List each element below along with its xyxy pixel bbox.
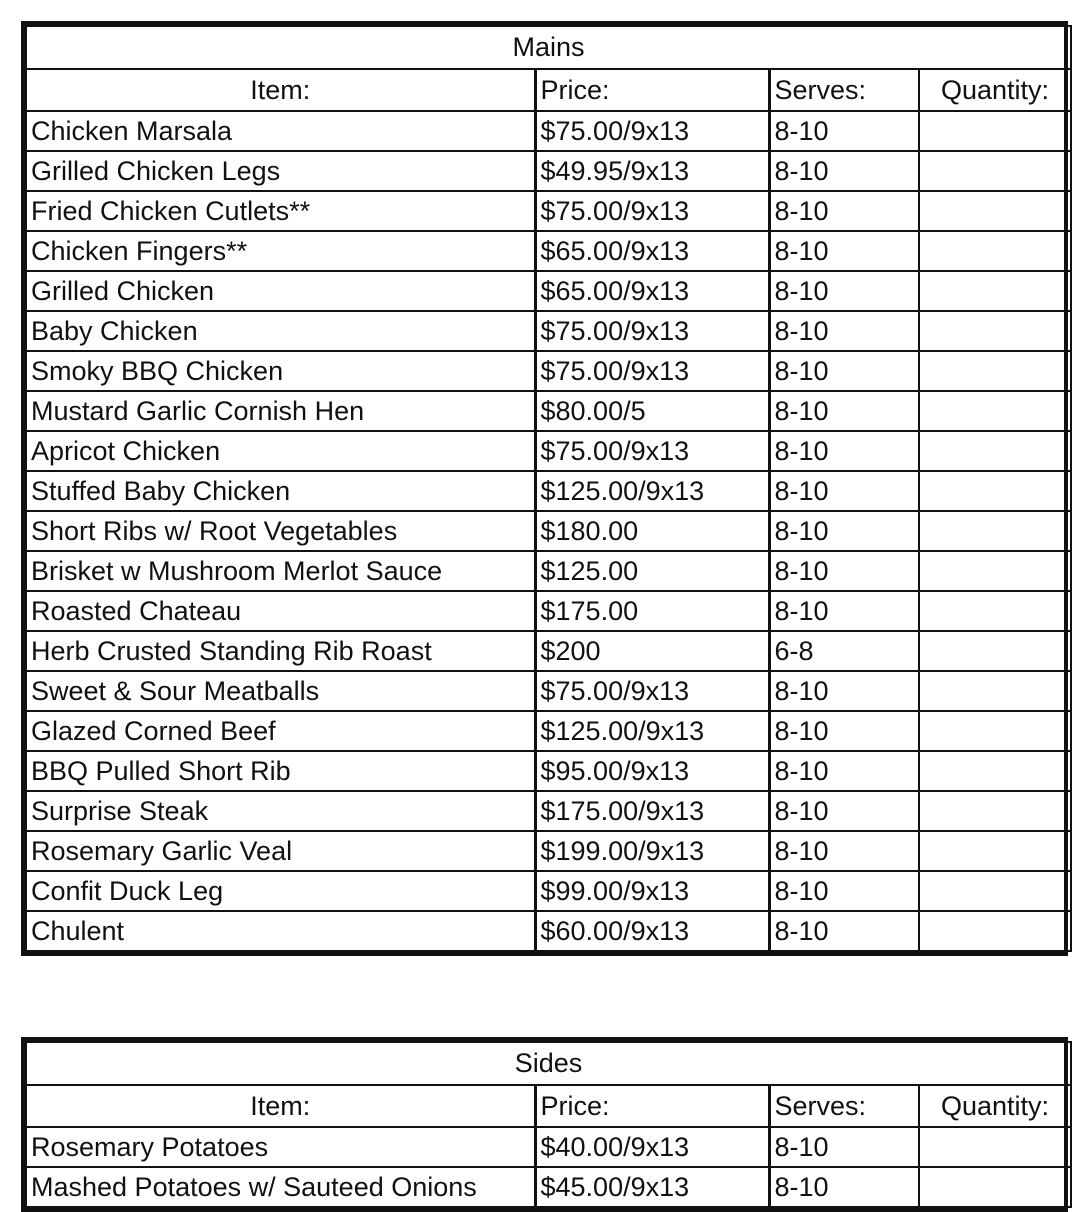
- serves-cell: 8-10: [769, 831, 919, 871]
- header-price: Price:: [535, 1085, 769, 1127]
- item-cell: Rosemary Garlic Veal: [26, 831, 535, 871]
- section-title: Mains: [26, 26, 1071, 69]
- item-cell: Chulent: [26, 911, 535, 951]
- quantity-cell[interactable]: [919, 311, 1071, 351]
- table-row: [26, 471, 1071, 511]
- price-cell: $75.00/9x13: [535, 671, 769, 711]
- table-row: [26, 511, 1071, 551]
- quantity-cell[interactable]: [919, 511, 1071, 551]
- serves-cell: 8-10: [769, 1167, 919, 1207]
- quantity-cell[interactable]: [919, 431, 1071, 471]
- serves-cell: 8-10: [769, 231, 919, 271]
- price-cell: $99.00/9x13: [535, 871, 769, 911]
- header-item: Item:: [26, 1085, 535, 1127]
- quantity-cell[interactable]: [919, 911, 1071, 951]
- item-cell: Grilled Chicken Legs: [26, 151, 535, 191]
- item-cell: Baby Chicken: [26, 311, 535, 351]
- price-cell: $180.00: [535, 511, 769, 551]
- price-cell: $75.00/9x13: [535, 191, 769, 231]
- serves-cell: 8-10: [769, 111, 919, 151]
- serves-cell: 8-10: [769, 911, 919, 951]
- table-row: [26, 751, 1071, 791]
- price-cell: $175.00: [535, 591, 769, 631]
- quantity-cell[interactable]: [919, 271, 1071, 311]
- price-cell: $40.00/9x13: [535, 1127, 769, 1167]
- price-cell: $75.00/9x13: [535, 351, 769, 391]
- table-row: [26, 791, 1071, 831]
- quantity-cell[interactable]: [919, 231, 1071, 271]
- price-cell: $75.00/9x13: [535, 431, 769, 471]
- table-row: [26, 311, 1071, 351]
- mains-header-row: [26, 69, 1071, 111]
- serves-cell: 8-10: [769, 351, 919, 391]
- quantity-cell[interactable]: [919, 471, 1071, 511]
- quantity-cell[interactable]: [919, 791, 1071, 831]
- quantity-cell[interactable]: [919, 151, 1071, 191]
- header-serves: Serves:: [769, 69, 919, 111]
- item-cell: Surprise Steak: [26, 791, 535, 831]
- serves-cell: 8-10: [769, 311, 919, 351]
- sides-title-row: [26, 1042, 1071, 1085]
- table-row: [26, 151, 1071, 191]
- table-row: [26, 911, 1071, 951]
- serves-cell: 8-10: [769, 471, 919, 511]
- price-cell: $80.00/5: [535, 391, 769, 431]
- item-cell: Rosemary Potatoes: [26, 1127, 535, 1167]
- table-row: [26, 711, 1071, 751]
- item-cell: Chicken Marsala: [26, 111, 535, 151]
- table-row: [26, 551, 1071, 591]
- price-cell: $49.95/9x13: [535, 151, 769, 191]
- price-cell: $75.00/9x13: [535, 311, 769, 351]
- serves-cell: 8-10: [769, 551, 919, 591]
- header-serves: Serves:: [769, 1085, 919, 1127]
- table-row: [26, 591, 1071, 631]
- table-row: [26, 191, 1071, 231]
- quantity-cell[interactable]: [919, 831, 1071, 871]
- table-row: [26, 391, 1071, 431]
- price-cell: $199.00/9x13: [535, 831, 769, 871]
- mains-title-row: [26, 26, 1071, 69]
- quantity-cell[interactable]: [919, 191, 1071, 231]
- header-quantity: Quantity:: [919, 69, 1071, 111]
- item-cell: Sweet & Sour Meatballs: [26, 671, 535, 711]
- quantity-cell[interactable]: [919, 671, 1071, 711]
- serves-cell: 8-10: [769, 391, 919, 431]
- table-row: [26, 831, 1071, 871]
- serves-cell: 8-10: [769, 871, 919, 911]
- item-cell: Chicken Fingers**: [26, 231, 535, 271]
- serves-cell: 8-10: [769, 1127, 919, 1167]
- serves-cell: 8-10: [769, 191, 919, 231]
- quantity-cell[interactable]: [919, 391, 1071, 431]
- table-row: [26, 631, 1071, 671]
- table-row: [26, 431, 1071, 471]
- item-cell: Herb Crusted Standing Rib Roast: [26, 631, 535, 671]
- price-cell: $65.00/9x13: [535, 271, 769, 311]
- price-cell: $175.00/9x13: [535, 791, 769, 831]
- table-row: [26, 671, 1071, 711]
- table-row: [26, 231, 1071, 271]
- item-cell: Apricot Chicken: [26, 431, 535, 471]
- quantity-cell[interactable]: [919, 751, 1071, 791]
- item-cell: BBQ Pulled Short Rib: [26, 751, 535, 791]
- item-cell: Smoky BBQ Chicken: [26, 351, 535, 391]
- price-cell: $75.00/9x13: [535, 111, 769, 151]
- sides-table: [25, 1041, 1072, 1208]
- sides-header-row: [26, 1085, 1071, 1127]
- price-cell: $45.00/9x13: [535, 1167, 769, 1207]
- mains-table: [25, 25, 1072, 952]
- price-cell: $125.00/9x13: [535, 711, 769, 751]
- serves-cell: 8-10: [769, 591, 919, 631]
- quantity-cell[interactable]: [919, 631, 1071, 671]
- table-row: [26, 1167, 1071, 1207]
- serves-cell: 8-10: [769, 511, 919, 551]
- section-title: Sides: [26, 1042, 1071, 1085]
- price-cell: $95.00/9x13: [535, 751, 769, 791]
- serves-cell: 8-10: [769, 791, 919, 831]
- header-item: Item:: [26, 69, 535, 111]
- item-cell: Roasted Chateau: [26, 591, 535, 631]
- header-quantity: Quantity:: [919, 1085, 1071, 1127]
- serves-cell: 6-8: [769, 631, 919, 671]
- quantity-cell[interactable]: [919, 1167, 1071, 1207]
- price-cell: $125.00/9x13: [535, 471, 769, 511]
- serves-cell: 8-10: [769, 431, 919, 471]
- table-row: [26, 351, 1071, 391]
- item-cell: Brisket w Mushroom Merlot Sauce: [26, 551, 535, 591]
- serves-cell: 8-10: [769, 671, 919, 711]
- serves-cell: 8-10: [769, 151, 919, 191]
- quantity-cell[interactable]: [919, 871, 1071, 911]
- item-cell: Fried Chicken Cutlets**: [26, 191, 535, 231]
- table-row: [26, 111, 1071, 151]
- item-cell: Short Ribs w/ Root Vegetables: [26, 511, 535, 551]
- quantity-cell[interactable]: [919, 711, 1071, 751]
- header-price: Price:: [535, 69, 769, 111]
- price-cell: $60.00/9x13: [535, 911, 769, 951]
- quantity-cell[interactable]: [919, 551, 1071, 591]
- quantity-cell[interactable]: [919, 111, 1071, 151]
- table-row: [26, 871, 1071, 911]
- quantity-cell[interactable]: [919, 591, 1071, 631]
- quantity-cell[interactable]: [919, 351, 1071, 391]
- item-cell: Mashed Potatoes w/ Sauteed Onions: [26, 1167, 535, 1207]
- item-cell: Confit Duck Leg: [26, 871, 535, 911]
- quantity-cell[interactable]: [919, 1127, 1071, 1167]
- price-cell: $200: [535, 631, 769, 671]
- item-cell: Grilled Chicken: [26, 271, 535, 311]
- table-row: [26, 271, 1071, 311]
- serves-cell: 8-10: [769, 271, 919, 311]
- table-row: [26, 1127, 1071, 1167]
- serves-cell: 8-10: [769, 751, 919, 791]
- mains-sheet: [21, 21, 1068, 956]
- price-cell: $65.00/9x13: [535, 231, 769, 271]
- item-cell: Glazed Corned Beef: [26, 711, 535, 751]
- item-cell: Mustard Garlic Cornish Hen: [26, 391, 535, 431]
- item-cell: Stuffed Baby Chicken: [26, 471, 535, 511]
- serves-cell: 8-10: [769, 711, 919, 751]
- price-cell: $125.00: [535, 551, 769, 591]
